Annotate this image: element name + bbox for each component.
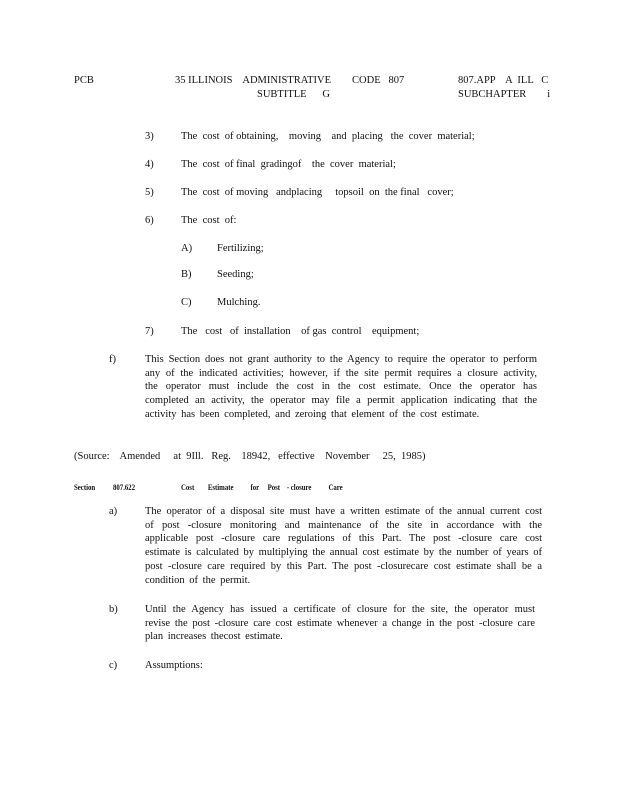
section-title: Cost Estimate for Post - closure Care bbox=[181, 483, 343, 492]
header-title-line1: 35 ILLINOIS ADMINISTRATIVE CODE 807 bbox=[175, 75, 405, 86]
section-number: 807.622 bbox=[113, 483, 136, 492]
header-title-line2: SUBTITLE G bbox=[257, 89, 330, 100]
subitem-letter: A) bbox=[181, 243, 193, 254]
item-number: 5) bbox=[145, 187, 154, 198]
para-a-text: The operator of a disposal site must have a written estimate of the annual current cost of post -closure monitoring and maintenance of the site in accordance with the applicable post -closure care regulations of this Part. The post -closure care cost estimate is calculated by multiplying the annual cost estimate by the number of years of post -closure care required by this Part. The post -closurecare cost estimate shall be a condition of the permit. bbox=[145, 506, 542, 586]
item-text: The cost of moving andplacing topsoil on the final cover; bbox=[181, 187, 454, 198]
subitem-letter: B) bbox=[181, 269, 192, 280]
para-b-label: b) bbox=[109, 604, 118, 615]
header-right-line1: 807.APP A ILL C bbox=[458, 75, 549, 86]
item-number: 6) bbox=[145, 215, 154, 226]
header-right-line2: SUBCHAPTER i bbox=[458, 89, 551, 100]
subitem-text: Mulching. bbox=[217, 297, 261, 308]
item-number: 7) bbox=[145, 326, 154, 337]
section-label: Section bbox=[74, 483, 96, 492]
item-text: The cost of obtaining, moving and placing the cover material; bbox=[181, 131, 475, 142]
item-text: The cost of: bbox=[181, 215, 237, 226]
item-number: 3) bbox=[145, 131, 154, 142]
item-number: 4) bbox=[145, 159, 154, 170]
para-f-text: This Section does not grant authority to the Agency to require the operator to perform any of the indicated activities; however, if the site permit requires a closure activity, the operator must include the cost in the cost estimate. Once the operator has completed an activity, the operator may file a permit application indicating that the activity has been completed, and zeroing that element of the cost estimate. bbox=[145, 354, 537, 420]
subitem-text: Seeding; bbox=[217, 269, 254, 280]
para-c-label: c) bbox=[109, 660, 118, 671]
subitem-letter: C) bbox=[181, 297, 192, 308]
item-text: The cost of installation of gas control equipment; bbox=[181, 326, 420, 337]
para-c-text: Assumptions: bbox=[145, 660, 203, 671]
para-f-label: f) bbox=[109, 354, 116, 365]
item-text: The cost of final gradingof the cover material; bbox=[181, 159, 396, 170]
header-agency: PCB bbox=[74, 75, 94, 86]
para-a-label: a) bbox=[109, 506, 118, 517]
source-note: (Source: Amended at 9Ill. Reg. 18942, effective November 25, 1985) bbox=[74, 451, 426, 462]
subitem-text: Fertilizing; bbox=[217, 243, 264, 254]
para-b-text: Until the Agency has issued a certificate of closure for the site, the operator must revise the post -closure care cost estimate whenever a change in the post -closure care plan increases thecost estimate. bbox=[145, 604, 535, 643]
